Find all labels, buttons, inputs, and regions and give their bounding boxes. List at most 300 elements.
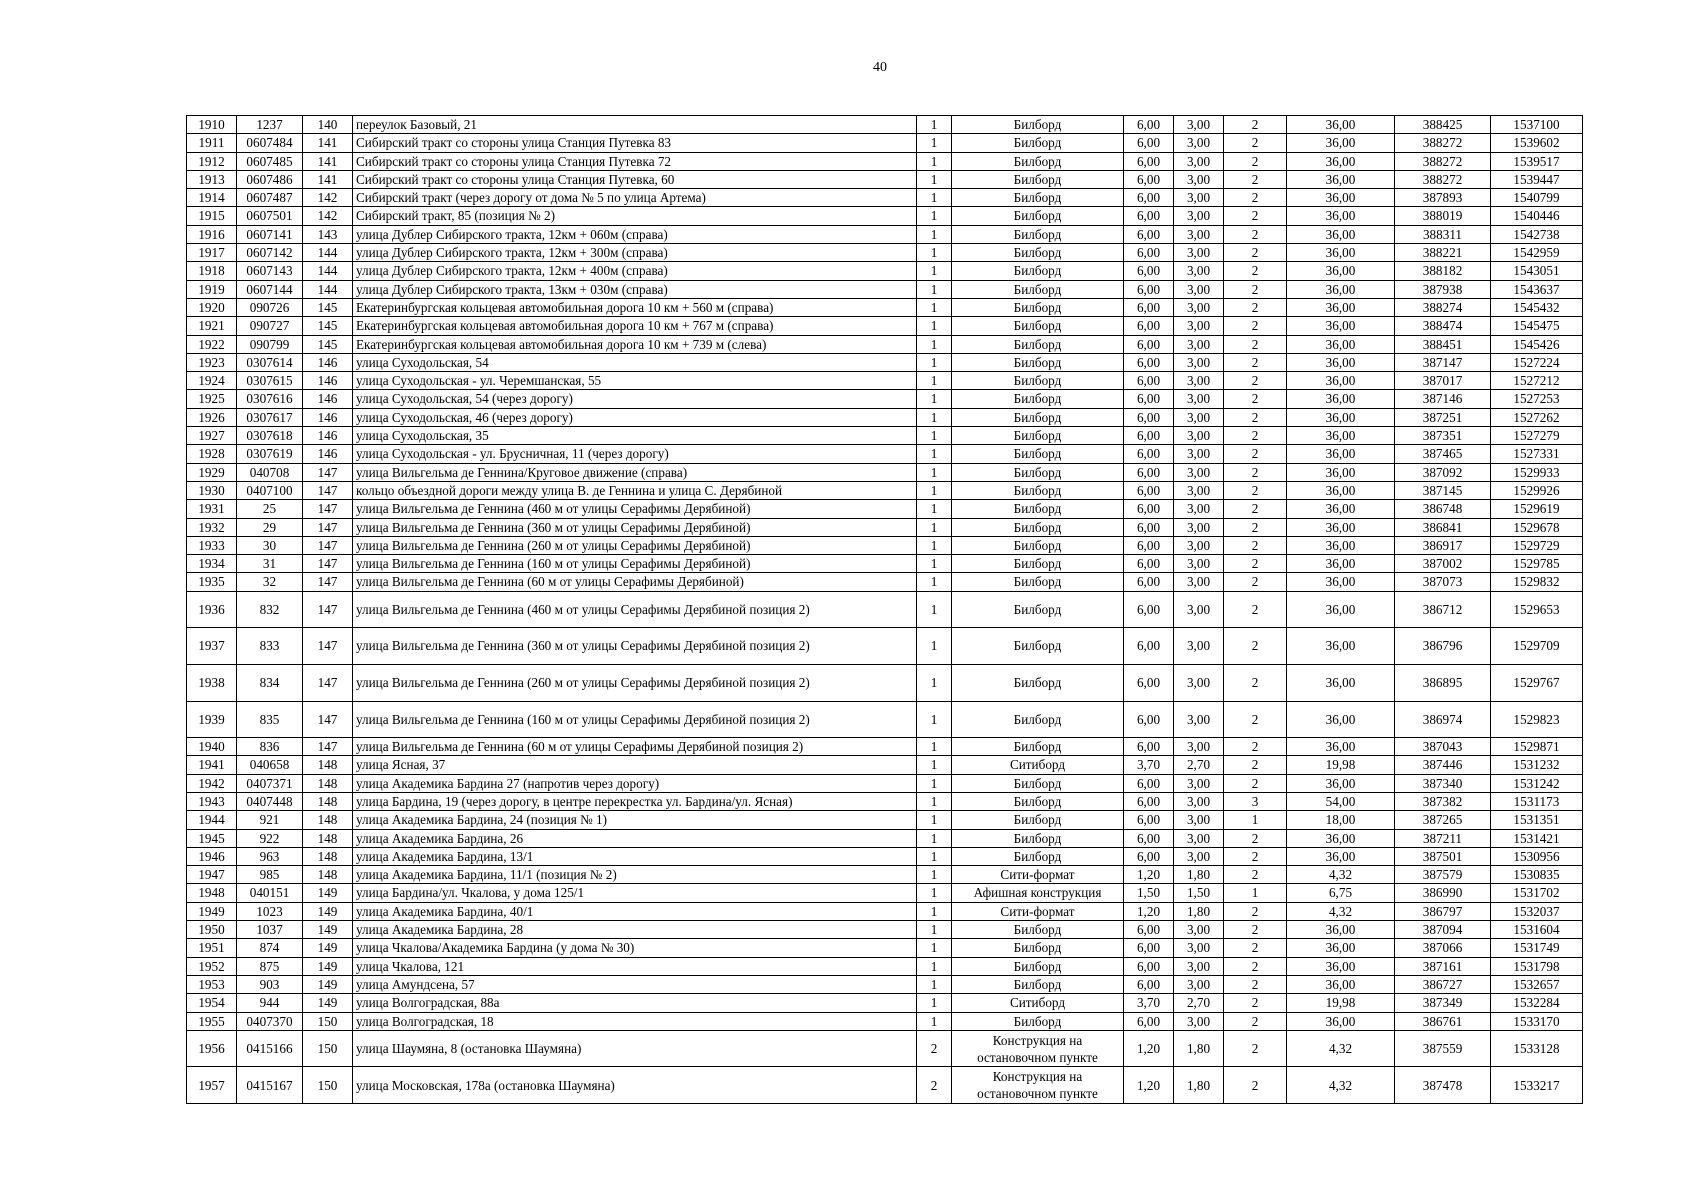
table-row	[187, 500, 1583, 518]
sides-count-cell: 1	[917, 573, 952, 591]
sides-count-cell: 1	[917, 116, 952, 134]
row-number-cell: 1936	[187, 591, 237, 628]
zone-number-cell: 147	[303, 518, 353, 536]
coord-y-cell: 1537100	[1491, 116, 1583, 134]
table-row	[187, 939, 1583, 957]
coord-x-cell: 388311	[1395, 225, 1491, 243]
height-cell: 1,80	[1174, 1067, 1224, 1104]
coord-x-cell: 387092	[1395, 463, 1491, 481]
faces-count-cell: 2	[1224, 939, 1287, 957]
structure-type-cell: Билборд	[952, 189, 1124, 207]
coord-y-cell: 1540446	[1491, 207, 1583, 225]
faces-count-cell: 2	[1224, 829, 1287, 847]
address-cell: улица Вильгельма де Геннина (160 м от улицы Серафимы Дерябиной)	[353, 555, 917, 573]
row-number-cell: 1930	[187, 481, 237, 499]
row-number-cell: 1910	[187, 116, 237, 134]
faces-count-cell: 2	[1224, 738, 1287, 756]
area-cell: 36,00	[1287, 134, 1395, 152]
height-cell: 2,70	[1174, 756, 1224, 774]
coord-x-cell: 387938	[1395, 280, 1491, 298]
structure-type-cell: Билборд	[952, 353, 1124, 371]
table-row	[187, 408, 1583, 426]
width-cell: 6,00	[1124, 189, 1174, 207]
faces-count-cell: 2	[1224, 481, 1287, 499]
row-number-cell: 1914	[187, 189, 237, 207]
width-cell: 6,00	[1124, 555, 1174, 573]
address-cell: улица Вильгельма де Геннина (60 м от улицы Серафимы Дерябиной позиция 2)	[353, 738, 917, 756]
structure-code-cell: 0607143	[237, 262, 303, 280]
height-cell: 3,00	[1174, 427, 1224, 445]
coord-y-cell: 1529729	[1491, 536, 1583, 554]
address-cell: улица Московская, 178а (остановка Шаумяна)	[353, 1067, 917, 1104]
faces-count-cell: 2	[1224, 628, 1287, 665]
structure-code-cell: 0607484	[237, 134, 303, 152]
width-cell: 6,00	[1124, 811, 1174, 829]
coord-x-cell: 387579	[1395, 866, 1491, 884]
sides-count-cell: 1	[917, 280, 952, 298]
height-cell: 3,00	[1174, 189, 1224, 207]
faces-count-cell: 2	[1224, 116, 1287, 134]
width-cell: 6,00	[1124, 353, 1174, 371]
structure-code-cell: 040658	[237, 756, 303, 774]
zone-number-cell: 145	[303, 335, 353, 353]
table-row	[187, 701, 1583, 738]
zone-number-cell: 148	[303, 829, 353, 847]
height-cell: 3,00	[1174, 628, 1224, 665]
address-cell: улица Суходольская, 54 (через дорогу)	[353, 390, 917, 408]
width-cell: 6,00	[1124, 207, 1174, 225]
address-cell: улица Шаумяна, 8 (остановка Шаумяна)	[353, 1030, 917, 1067]
zone-number-cell: 149	[303, 921, 353, 939]
faces-count-cell: 2	[1224, 921, 1287, 939]
address-cell: улица Дублер Сибирского тракта, 12км + 400м (справа)	[353, 262, 917, 280]
width-cell: 6,00	[1124, 298, 1174, 316]
structure-code-cell: 0307616	[237, 390, 303, 408]
row-number-cell: 1952	[187, 957, 237, 975]
address-cell: улица Дублер Сибирского тракта, 12км + 060м (справа)	[353, 225, 917, 243]
coord-x-cell: 387251	[1395, 408, 1491, 426]
width-cell: 6,00	[1124, 628, 1174, 665]
sides-count-cell: 1	[917, 664, 952, 701]
table-row	[187, 921, 1583, 939]
table-row	[187, 298, 1583, 316]
structure-code-cell: 0407100	[237, 481, 303, 499]
structure-type-cell: Билборд	[952, 207, 1124, 225]
zone-number-cell: 146	[303, 427, 353, 445]
structure-type-cell: Билборд	[952, 390, 1124, 408]
row-number-cell: 1935	[187, 573, 237, 591]
width-cell: 6,00	[1124, 116, 1174, 134]
sides-count-cell: 1	[917, 921, 952, 939]
area-cell: 36,00	[1287, 372, 1395, 390]
zone-number-cell: 142	[303, 189, 353, 207]
coord-y-cell: 1545426	[1491, 335, 1583, 353]
structure-type-cell: Билборд	[952, 500, 1124, 518]
coord-y-cell: 1542738	[1491, 225, 1583, 243]
zone-number-cell: 141	[303, 170, 353, 188]
structure-type-cell: Билборд	[952, 1012, 1124, 1030]
sides-count-cell: 1	[917, 207, 952, 225]
structure-code-cell: 29	[237, 518, 303, 536]
area-cell: 54,00	[1287, 792, 1395, 810]
width-cell: 1,50	[1124, 884, 1174, 902]
coord-y-cell: 1531604	[1491, 921, 1583, 939]
area-cell: 36,00	[1287, 408, 1395, 426]
address-cell: улица Академика Бардина, 40/1	[353, 902, 917, 920]
sides-count-cell: 1	[917, 463, 952, 481]
zone-number-cell: 148	[303, 866, 353, 884]
table-row	[187, 994, 1583, 1012]
address-cell: улица Академика Бардина, 11/1 (позиция № 2)	[353, 866, 917, 884]
sides-count-cell: 1	[917, 170, 952, 188]
coord-x-cell: 388182	[1395, 262, 1491, 280]
structure-type-cell: Билборд	[952, 774, 1124, 792]
width-cell: 3,70	[1124, 994, 1174, 1012]
zone-number-cell: 145	[303, 317, 353, 335]
table-row	[187, 975, 1583, 993]
structure-type-cell: Билборд	[952, 573, 1124, 591]
coord-y-cell: 1531421	[1491, 829, 1583, 847]
structure-code-cell: 0407448	[237, 792, 303, 810]
width-cell: 6,00	[1124, 829, 1174, 847]
height-cell: 3,00	[1174, 116, 1224, 134]
faces-count-cell: 1	[1224, 884, 1287, 902]
table-row	[187, 207, 1583, 225]
zone-number-cell: 140	[303, 116, 353, 134]
area-cell: 36,00	[1287, 116, 1395, 134]
sides-count-cell: 1	[917, 829, 952, 847]
coord-x-cell: 387382	[1395, 792, 1491, 810]
faces-count-cell: 2	[1224, 701, 1287, 738]
width-cell: 6,00	[1124, 390, 1174, 408]
table-row	[187, 774, 1583, 792]
coord-x-cell: 387893	[1395, 189, 1491, 207]
coord-x-cell: 387145	[1395, 481, 1491, 499]
table-row	[187, 738, 1583, 756]
row-number-cell: 1942	[187, 774, 237, 792]
coord-x-cell: 387147	[1395, 353, 1491, 371]
coord-x-cell: 386796	[1395, 628, 1491, 665]
structure-type-cell: Билборд	[952, 975, 1124, 993]
faces-count-cell: 2	[1224, 335, 1287, 353]
width-cell: 6,00	[1124, 280, 1174, 298]
area-cell: 36,00	[1287, 280, 1395, 298]
zone-number-cell: 144	[303, 262, 353, 280]
coord-x-cell: 388474	[1395, 317, 1491, 335]
structure-type-cell: Ситиборд	[952, 756, 1124, 774]
width-cell: 6,00	[1124, 481, 1174, 499]
area-cell: 36,00	[1287, 189, 1395, 207]
area-cell: 36,00	[1287, 555, 1395, 573]
structure-type-cell: Сити-формат	[952, 866, 1124, 884]
width-cell: 6,00	[1124, 774, 1174, 792]
sides-count-cell: 1	[917, 1012, 952, 1030]
height-cell: 3,00	[1174, 262, 1224, 280]
coord-y-cell: 1533217	[1491, 1067, 1583, 1104]
row-number-cell: 1926	[187, 408, 237, 426]
coord-x-cell: 388451	[1395, 335, 1491, 353]
coord-x-cell: 387340	[1395, 774, 1491, 792]
address-cell: улица Вильгельма де Геннина (360 м от улицы Серафимы Дерябиной позиция 2)	[353, 628, 917, 665]
area-cell: 36,00	[1287, 957, 1395, 975]
coord-y-cell: 1529653	[1491, 591, 1583, 628]
area-cell: 36,00	[1287, 353, 1395, 371]
coord-x-cell: 386917	[1395, 536, 1491, 554]
structure-type-cell: Ситиборд	[952, 994, 1124, 1012]
faces-count-cell: 2	[1224, 536, 1287, 554]
structure-code-cell: 090727	[237, 317, 303, 335]
sides-count-cell: 2	[917, 1030, 952, 1067]
address-cell: Сибирский тракт со стороны улица Станция Путевка, 60	[353, 170, 917, 188]
height-cell: 3,00	[1174, 390, 1224, 408]
sides-count-cell: 1	[917, 317, 952, 335]
faces-count-cell: 2	[1224, 445, 1287, 463]
coord-y-cell: 1527331	[1491, 445, 1583, 463]
coord-x-cell: 386974	[1395, 701, 1491, 738]
structure-code-cell: 0307619	[237, 445, 303, 463]
faces-count-cell: 2	[1224, 317, 1287, 335]
row-number-cell: 1919	[187, 280, 237, 298]
area-cell: 36,00	[1287, 975, 1395, 993]
row-number-cell: 1912	[187, 152, 237, 170]
width-cell: 6,00	[1124, 225, 1174, 243]
sides-count-cell: 1	[917, 189, 952, 207]
structure-type-cell: Билборд	[952, 298, 1124, 316]
faces-count-cell: 2	[1224, 500, 1287, 518]
height-cell: 3,00	[1174, 829, 1224, 847]
address-cell: улица Бардина/ул. Чкалова, у дома 125/1	[353, 884, 917, 902]
structure-type-cell: Билборд	[952, 317, 1124, 335]
row-number-cell: 1957	[187, 1067, 237, 1104]
coord-x-cell: 387017	[1395, 372, 1491, 390]
faces-count-cell: 2	[1224, 591, 1287, 628]
coord-x-cell: 388272	[1395, 152, 1491, 170]
row-number-cell: 1947	[187, 866, 237, 884]
coord-x-cell: 386841	[1395, 518, 1491, 536]
coord-y-cell: 1543637	[1491, 280, 1583, 298]
area-cell: 36,00	[1287, 244, 1395, 262]
coord-x-cell: 387094	[1395, 921, 1491, 939]
structure-type-cell: Билборд	[952, 244, 1124, 262]
structure-type-cell: Билборд	[952, 116, 1124, 134]
structure-code-cell: 833	[237, 628, 303, 665]
sides-count-cell: 1	[917, 756, 952, 774]
structure-code-cell: 0607485	[237, 152, 303, 170]
height-cell: 3,00	[1174, 701, 1224, 738]
structure-type-cell: Билборд	[952, 939, 1124, 957]
structure-type-cell: Билборд	[952, 536, 1124, 554]
area-cell: 36,00	[1287, 463, 1395, 481]
row-number-cell: 1945	[187, 829, 237, 847]
coord-x-cell: 387465	[1395, 445, 1491, 463]
address-cell: улица Волгоградская, 18	[353, 1012, 917, 1030]
area-cell: 36,00	[1287, 829, 1395, 847]
coord-y-cell: 1529709	[1491, 628, 1583, 665]
height-cell: 3,00	[1174, 774, 1224, 792]
table-body	[187, 116, 1583, 1104]
width-cell: 6,00	[1124, 536, 1174, 554]
address-cell: Екатеринбургская кольцевая автомобильная дорога 10 км + 560 м (справа)	[353, 298, 917, 316]
height-cell: 3,00	[1174, 975, 1224, 993]
width-cell: 1,20	[1124, 1067, 1174, 1104]
sides-count-cell: 1	[917, 298, 952, 316]
structure-code-cell: 0307615	[237, 372, 303, 390]
structure-code-cell: 25	[237, 500, 303, 518]
table-row	[187, 390, 1583, 408]
height-cell: 1,80	[1174, 902, 1224, 920]
structure-code-cell: 0607501	[237, 207, 303, 225]
area-cell: 36,00	[1287, 262, 1395, 280]
address-cell: улица Бардина, 19 (через дорогу, в центре перекрестка ул. Бардина/ул. Ясная)	[353, 792, 917, 810]
faces-count-cell: 2	[1224, 957, 1287, 975]
page-number: 40	[873, 60, 887, 75]
height-cell: 3,00	[1174, 518, 1224, 536]
height-cell: 3,00	[1174, 1012, 1224, 1030]
structure-type-cell: Билборд	[952, 134, 1124, 152]
structure-code-cell: 835	[237, 701, 303, 738]
coord-x-cell: 386712	[1395, 591, 1491, 628]
width-cell: 1,20	[1124, 902, 1174, 920]
coord-x-cell: 388221	[1395, 244, 1491, 262]
height-cell: 3,00	[1174, 280, 1224, 298]
width-cell: 6,00	[1124, 847, 1174, 865]
structure-type-cell: Билборд	[952, 372, 1124, 390]
sides-count-cell: 1	[917, 262, 952, 280]
address-cell: улица Чкалова, 121	[353, 957, 917, 975]
address-cell: улица Вильгельма де Геннина (60 м от улицы Серафимы Дерябиной)	[353, 573, 917, 591]
height-cell: 3,00	[1174, 244, 1224, 262]
area-cell: 36,00	[1287, 335, 1395, 353]
address-cell: Сибирский тракт со стороны улица Станция Путевка 72	[353, 152, 917, 170]
faces-count-cell: 2	[1224, 463, 1287, 481]
faces-count-cell: 2	[1224, 866, 1287, 884]
address-cell: улица Волгоградская, 88а	[353, 994, 917, 1012]
table-row	[187, 170, 1583, 188]
area-cell: 36,00	[1287, 573, 1395, 591]
table-row	[187, 536, 1583, 554]
address-cell: улица Чкалова/Академика Бардина (у дома № 30)	[353, 939, 917, 957]
row-number-cell: 1944	[187, 811, 237, 829]
area-cell: 36,00	[1287, 921, 1395, 939]
width-cell: 6,00	[1124, 921, 1174, 939]
width-cell: 6,00	[1124, 134, 1174, 152]
row-number-cell: 1934	[187, 555, 237, 573]
sides-count-cell: 1	[917, 244, 952, 262]
width-cell: 6,00	[1124, 335, 1174, 353]
table-row	[187, 518, 1583, 536]
table-row	[187, 573, 1583, 591]
coord-y-cell: 1533170	[1491, 1012, 1583, 1030]
structure-code-cell: 834	[237, 664, 303, 701]
height-cell: 3,00	[1174, 957, 1224, 975]
row-number-cell: 1956	[187, 1030, 237, 1067]
zone-number-cell: 149	[303, 939, 353, 957]
area-cell: 36,00	[1287, 628, 1395, 665]
height-cell: 3,00	[1174, 847, 1224, 865]
coord-y-cell: 1531702	[1491, 884, 1583, 902]
width-cell: 1,20	[1124, 1030, 1174, 1067]
faces-count-cell: 2	[1224, 756, 1287, 774]
structure-type-cell: Афишная конструкция	[952, 884, 1124, 902]
structure-type-cell: Билборд	[952, 555, 1124, 573]
row-number-cell: 1917	[187, 244, 237, 262]
coord-y-cell: 1529926	[1491, 481, 1583, 499]
sides-count-cell: 1	[917, 518, 952, 536]
structure-code-cell: 903	[237, 975, 303, 993]
area-cell: 4,32	[1287, 902, 1395, 920]
width-cell: 6,00	[1124, 427, 1174, 445]
height-cell: 3,00	[1174, 664, 1224, 701]
zone-number-cell: 144	[303, 244, 353, 262]
table-row	[187, 134, 1583, 152]
height-cell: 3,00	[1174, 353, 1224, 371]
width-cell: 6,00	[1124, 463, 1174, 481]
table-row	[187, 372, 1583, 390]
coord-x-cell: 387073	[1395, 573, 1491, 591]
coord-x-cell: 387161	[1395, 957, 1491, 975]
row-number-cell: 1940	[187, 738, 237, 756]
coord-y-cell: 1531173	[1491, 792, 1583, 810]
coord-y-cell: 1531242	[1491, 774, 1583, 792]
table-row	[187, 152, 1583, 170]
structure-type-cell: Билборд	[952, 664, 1124, 701]
width-cell: 1,20	[1124, 866, 1174, 884]
sides-count-cell: 1	[917, 884, 952, 902]
address-cell: улица Амундсена, 57	[353, 975, 917, 993]
area-cell: 36,00	[1287, 445, 1395, 463]
row-number-cell: 1949	[187, 902, 237, 920]
height-cell: 2,70	[1174, 994, 1224, 1012]
zone-number-cell: 148	[303, 792, 353, 810]
structure-type-cell: Билборд	[952, 921, 1124, 939]
area-cell: 4,32	[1287, 866, 1395, 884]
height-cell: 3,00	[1174, 481, 1224, 499]
coord-x-cell: 387446	[1395, 756, 1491, 774]
height-cell: 3,00	[1174, 225, 1224, 243]
faces-count-cell: 2	[1224, 280, 1287, 298]
structure-code-cell: 832	[237, 591, 303, 628]
structure-code-cell: 0307617	[237, 408, 303, 426]
zone-number-cell: 144	[303, 280, 353, 298]
table-row	[187, 811, 1583, 829]
coord-x-cell: 386990	[1395, 884, 1491, 902]
row-number-cell: 1948	[187, 884, 237, 902]
zone-number-cell: 150	[303, 1012, 353, 1030]
zone-number-cell: 149	[303, 884, 353, 902]
address-cell: улица Суходольская, 35	[353, 427, 917, 445]
row-number-cell: 1928	[187, 445, 237, 463]
table-row	[187, 463, 1583, 481]
faces-count-cell: 2	[1224, 555, 1287, 573]
structure-code-cell: 836	[237, 738, 303, 756]
advertising-structures-table	[186, 115, 1583, 1104]
faces-count-cell: 2	[1224, 372, 1287, 390]
height-cell: 3,00	[1174, 408, 1224, 426]
zone-number-cell: 147	[303, 591, 353, 628]
coord-y-cell: 1530956	[1491, 847, 1583, 865]
coord-x-cell: 387559	[1395, 1030, 1491, 1067]
sides-count-cell: 1	[917, 225, 952, 243]
coord-x-cell: 388019	[1395, 207, 1491, 225]
table-row	[187, 555, 1583, 573]
row-number-cell: 1938	[187, 664, 237, 701]
coord-y-cell: 1529785	[1491, 555, 1583, 573]
width-cell: 6,00	[1124, 317, 1174, 335]
sides-count-cell: 1	[917, 957, 952, 975]
address-cell: улица Вильгельма де Геннина (260 м от улицы Серафимы Дерябиной)	[353, 536, 917, 554]
faces-count-cell: 2	[1224, 408, 1287, 426]
area-cell: 36,00	[1287, 701, 1395, 738]
